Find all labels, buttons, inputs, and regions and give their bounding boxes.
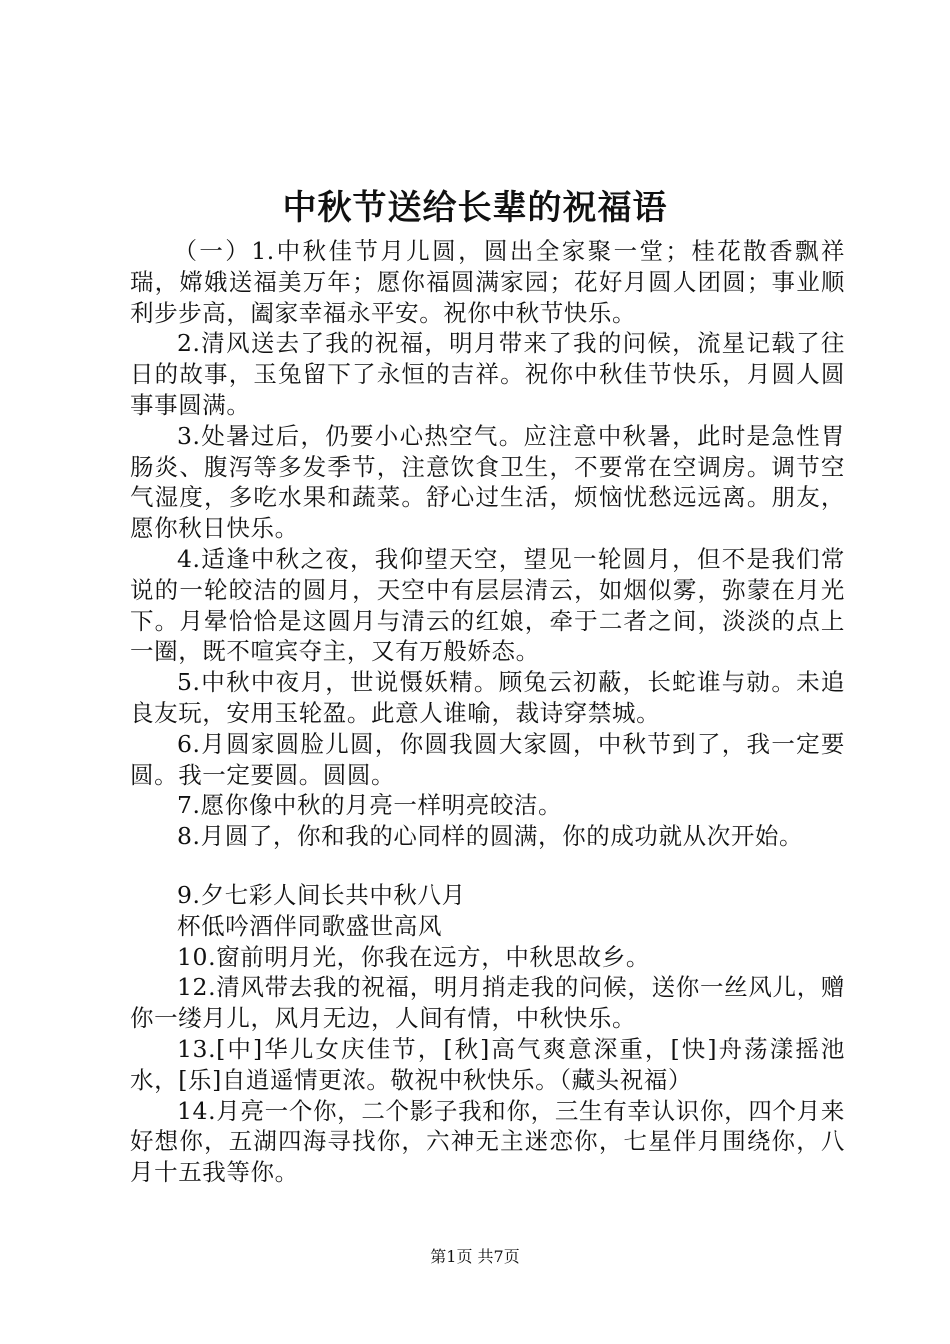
paragraph-13: 13.[中]华儿女庆佳节，[秋]高气爽意深重，[快]舟荡漾摇池水，[乐]自逍遥情更浓。敬祝中秋快乐。（藏头祝福） [130, 1034, 845, 1094]
page-footer: 第1页 共7页 [430, 1247, 520, 1266]
paragraph-gap [130, 852, 845, 880]
paragraph-9-line-2: 杯低吟酒伴同歌盛世高风 [177, 911, 443, 940]
paragraph-1: （一）1.中秋佳节月儿圆，圆出全家聚一堂；桂花散香飘祥瑞，嫦娥送福美万年；愿你福圆满家园；花好月圆人团圆；事业顺利步步高，阖家幸福永平安。祝你中秋节快乐。 [130, 237, 845, 327]
paragraph-9: 9.夕七彩人间长共中秋八月 [177, 880, 466, 909]
paragraph-12: 12.清风带去我的祝福，明月捎走我的问候，送你一丝风儿，赠你一缕月儿，风月无边，人间有情，中秋快乐。 [130, 973, 845, 1033]
paragraph-6: 6.月圆家圆脸儿圆，你圆我圆大家圆，中秋节到了，我一定要圆。我一定要圆。圆圆。 [130, 729, 845, 789]
paragraph-4: 4.适逢中秋之夜，我仰望天空，望见一轮圆月，但不是我们常说的一轮皎洁的圆月，天空中有层层清云，如烟似雾，弥蒙在月光下。月晕恰恰是这圆月与清云的红娘，牵于二者之间，淡淡的点上一圈，既不喧宾夺主，又有万般娇态。 [130, 544, 845, 666]
paragraph-3: 3.处暑过后，仍要小心热空气。应注意中秋暑，此时是急性胃肠炎、腹泻等多发季节，注意饮食卫生，不要常在空调房。调节空气湿度，多吃水果和蔬菜。舒心过生活，烦恼忧愁远远离。朋友，愿你秋日快乐。 [130, 421, 845, 543]
document-title: 中秋节送给长辈的祝福语 [282, 188, 668, 228]
paragraph-10: 10.窗前明月光，你我在远方，中秋思故乡。 [177, 942, 650, 971]
paragraph-8: 8.月圆了，你和我的心同样的圆满，你的成功就从次开始。 [177, 822, 804, 851]
document-body [130, 236, 845, 1188]
paragraph-7: 7.愿你像中秋的月亮一样明亮皎洁。 [177, 791, 563, 820]
paragraph-14: 14.月亮一个你，二个影子我和你，三生有幸认识你，四个月来好想你，五湖四海寻找你，六神无主迷恋你，七星伴月围绕你，八月十五我等你。 [130, 1096, 845, 1187]
paragraph-5: 5.中秋中夜月，世说慑妖精。顾兔云初蔽，长蛇谁与勍。未追良友玩，安用玉轮盈。此意人谁喻，裁诗穿禁城。 [130, 668, 845, 727]
paragraph-2: 2.清风送去了我的祝福，明月带来了我的问候，流星记载了往日的故事，玉兔留下了永恒的吉祥。祝你中秋佳节快乐，月圆人圆事事圆满。 [130, 329, 845, 419]
